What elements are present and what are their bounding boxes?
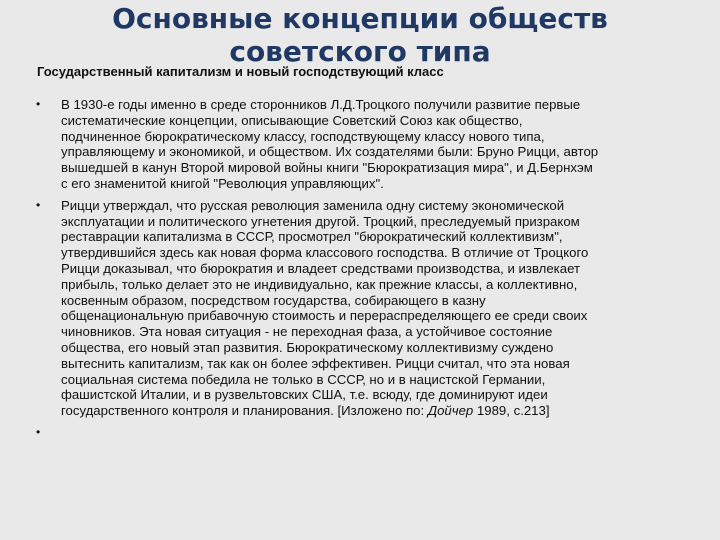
bullet-2-line-12: социальная система победила не только в СССР, но и в нацистской Германии, bbox=[61, 371, 546, 387]
bullet-2-line-9: чиновников. Эта новая ситуация - не переходная фаза, а устойчивое состояние bbox=[61, 324, 553, 340]
bullet-2-line-10: общества, его новый этап развития. Бюрократическому коллективизму суждено bbox=[61, 339, 554, 355]
bullet-item-1 bbox=[36, 97, 676, 192]
bullet-2-line-6: прибыль, только делает это не индивидуально, как прежние классы, а коллективно, bbox=[61, 276, 578, 292]
citation-author: Дойчер bbox=[427, 403, 474, 419]
bullet-1-line-2: систематические концепции, описывающие Советский Союз как общество, bbox=[61, 112, 523, 128]
bullet-1-line-5: вышедшей в канун Второй мировой войны книги "Бюрократизация мира", и Д.Бернхэм bbox=[61, 160, 593, 176]
bullet-1-line-4: управляющему и экономикой, и обществом. Их создателями были: Бруно Рицци, автор bbox=[61, 144, 599, 160]
bullet-2-line-8: общенациональную прибавочную стоимость и перераспределяющего ее среди своих bbox=[61, 308, 588, 324]
bullet-item-2 bbox=[36, 198, 676, 419]
bullet-list bbox=[36, 97, 676, 447]
bullet-2-line-2: эксплуатации и политического угнетения другой. Троцкий, преследуемый призраком bbox=[61, 213, 580, 229]
bullet-1-line-1: В 1930-е годы именно в среде сторонников Л.Д.Троцкого получили развитие первые bbox=[61, 97, 581, 112]
bullet-1-line-3: подчиненное бюрократическому классу, господствующему классу нового типа, bbox=[61, 128, 545, 144]
slide-subtitle: Государственный капитализм и новый господствующий класс bbox=[37, 64, 444, 79]
bullet-3-empty-line bbox=[61, 425, 676, 441]
bullet-2-line-1: Рицци утверждал, что русская революция заменила одну систему экономической bbox=[61, 197, 565, 213]
bullet-2-line-5: Рицци доказывал, что бюрократия и владеет средствами производства, и извлекает bbox=[61, 260, 581, 276]
bullet-icon: • bbox=[36, 197, 41, 212]
bullet-1-line-6: с его знаменитой книгой "Революция управляющих". bbox=[61, 175, 384, 191]
bullet-icon: • bbox=[36, 424, 41, 439]
bullet-2-line-7: косвенным образом, посредством государства, собирающего в казну bbox=[61, 292, 486, 308]
bullet-item-3 bbox=[36, 425, 676, 441]
bullet-2-line-13: фашистской Италии, и в рузвельтовских США, т.е. всюду, где доминируют идеи bbox=[61, 387, 548, 403]
citation-suffix: 1989, с.213] bbox=[473, 403, 550, 419]
bullet-icon: • bbox=[36, 97, 41, 111]
bullet-2-line-4: утвердившийся здесь как новая форма классового господства. В отличие от Троцкого bbox=[61, 245, 589, 261]
bullet-2-line-11: вытеснить капитализм, так как он более эффективен. Рицци считал, что эта новая bbox=[61, 355, 570, 371]
bullet-2-line-3: реставрации капитализма в СССР, просмотрел "бюрократический коллективизм", bbox=[61, 229, 563, 245]
citation-prefix: государственного контроля и планирования. [Изложено по: bbox=[61, 403, 428, 419]
slide-title: Основные концепции обществ советского типа bbox=[112, 2, 608, 68]
bullet-2-line-14 bbox=[61, 403, 676, 419]
